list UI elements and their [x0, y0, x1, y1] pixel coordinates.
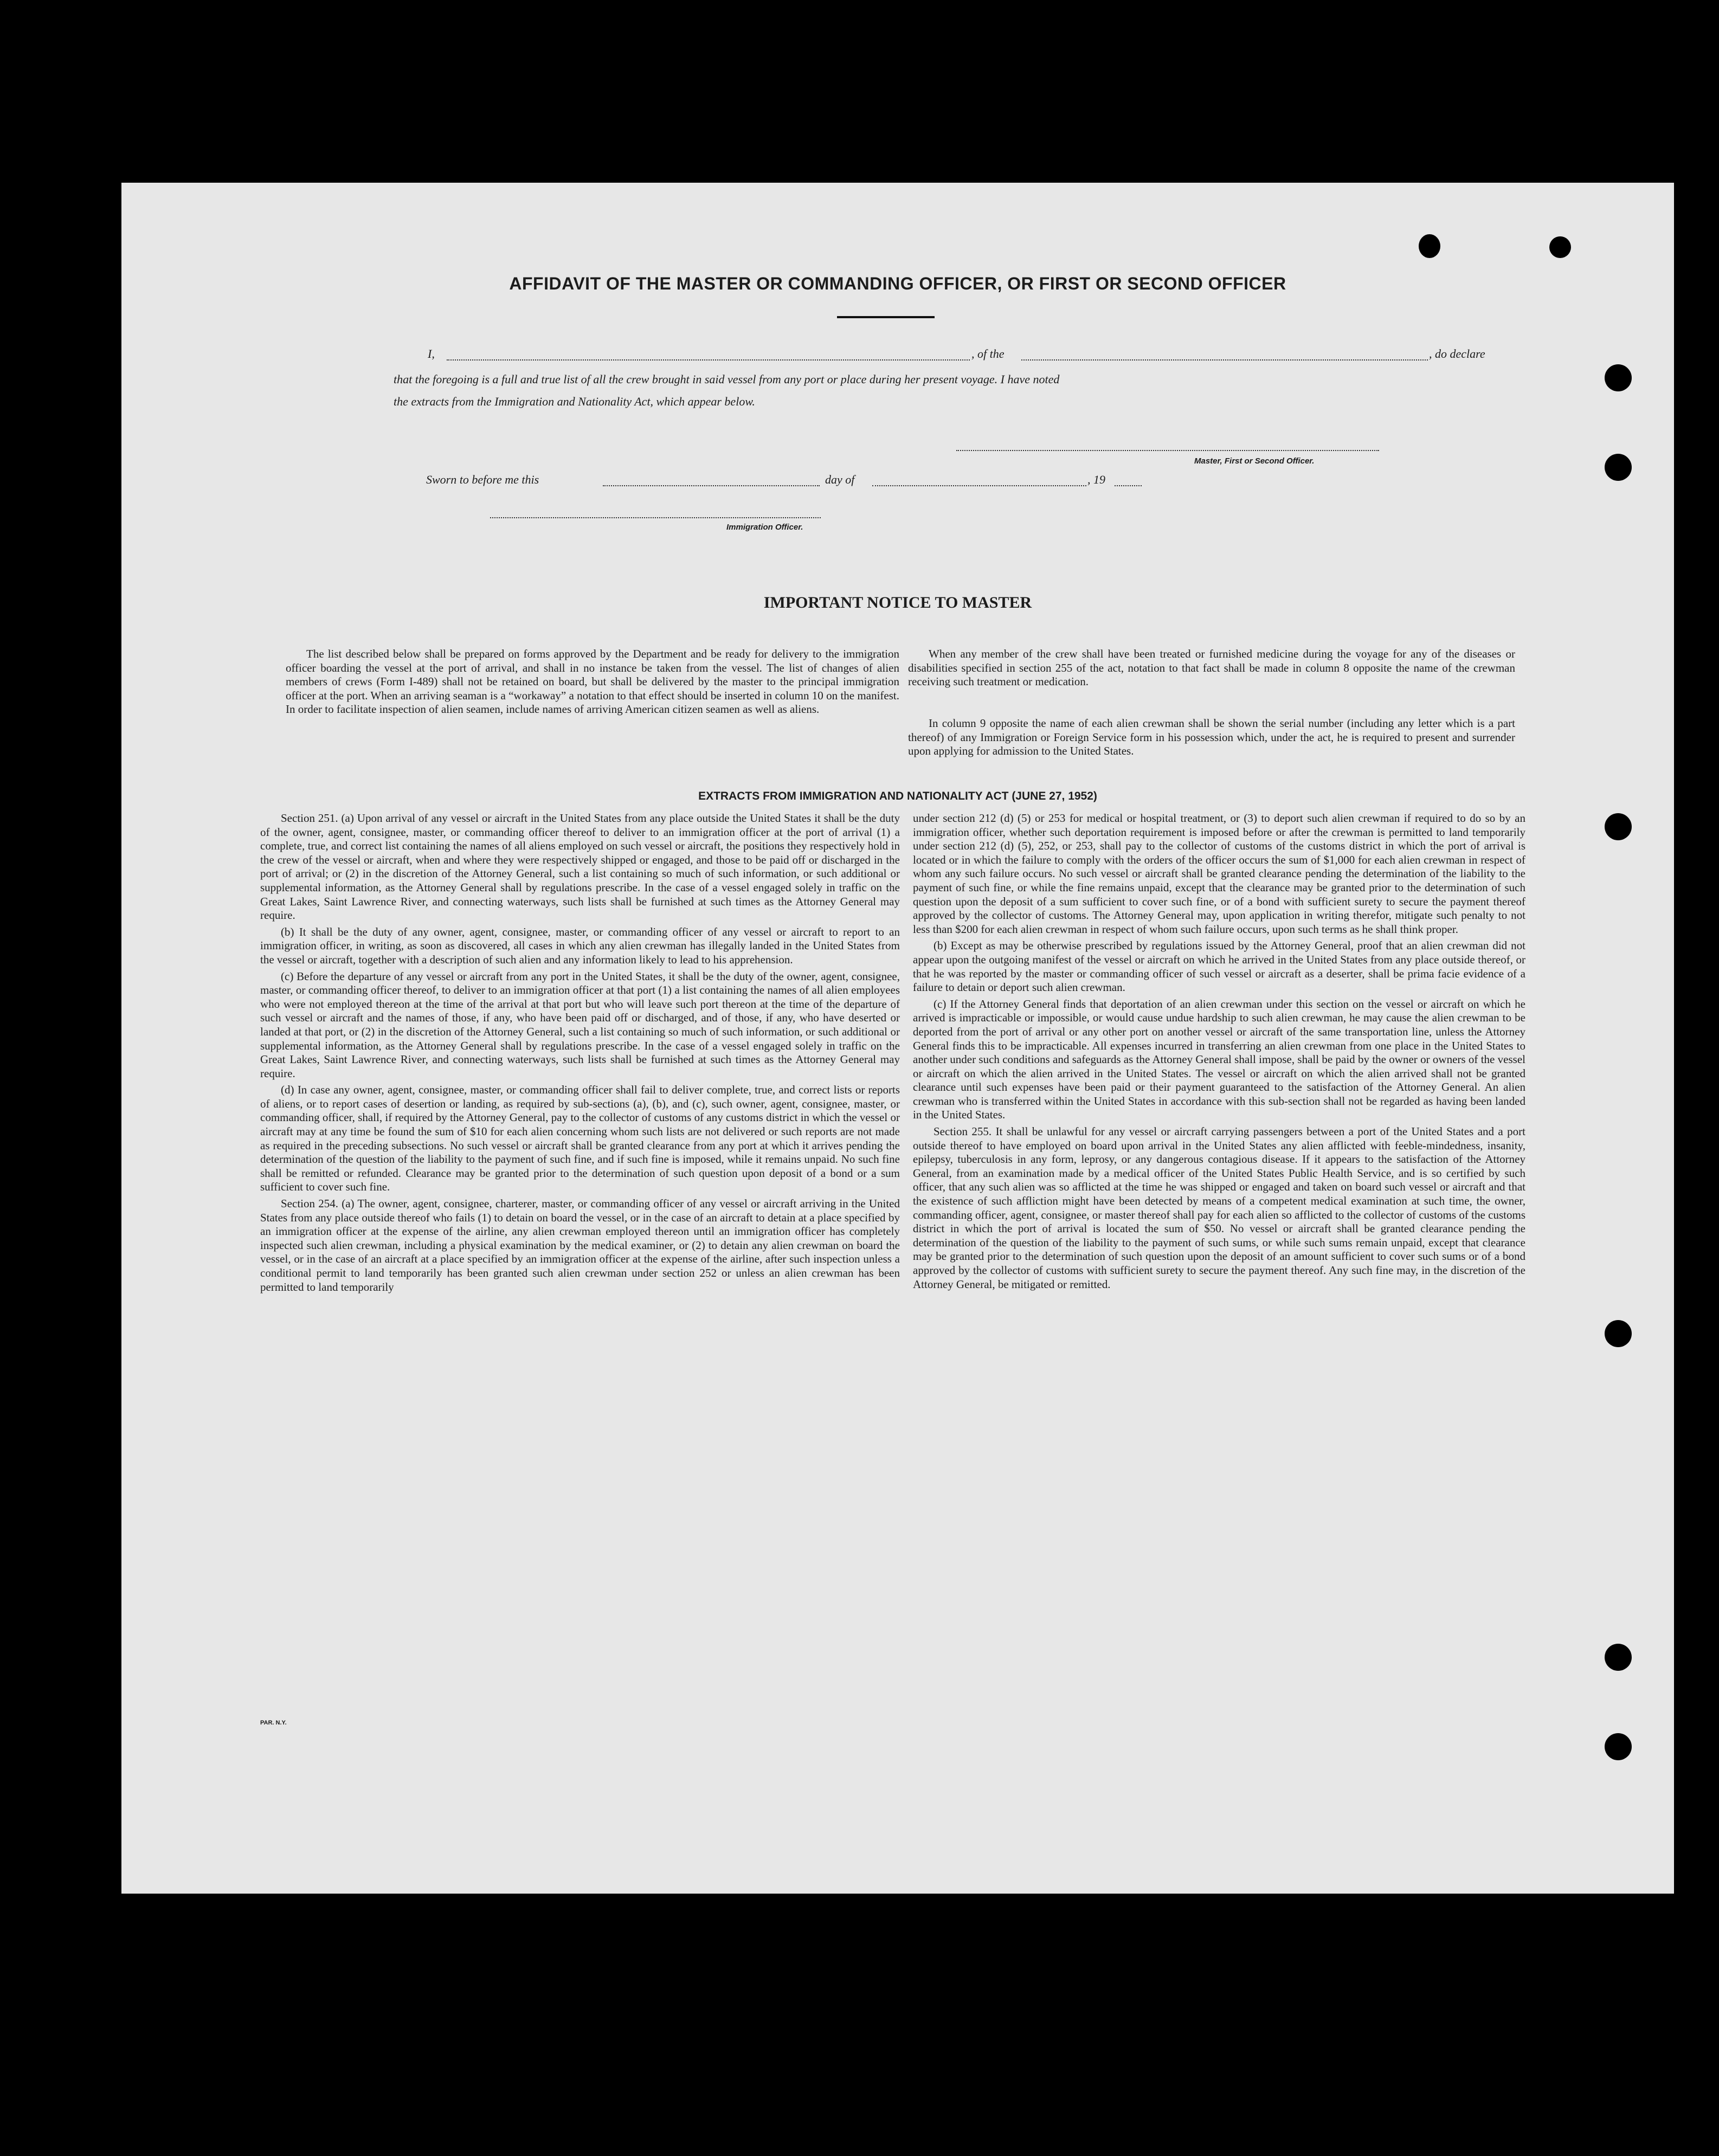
punch-hole	[1419, 234, 1440, 258]
sworn-label: Sworn to before me this	[426, 473, 539, 486]
punch-hole	[1605, 1644, 1632, 1671]
day-of-label: day of	[825, 473, 855, 486]
master-caption: Master, First or Second Officer.	[1194, 456, 1315, 466]
punch-hole	[1605, 1320, 1632, 1347]
section-255: Section 255. It shall be unlawful for any vessel or aircraft carrying passengers between a port of the United States and a port outside thereof to have employed on board upon arrival in the United States any alien afflicted with feeble-mindedness, insanity, epilepsy, tuberculosis in any form, leprosy, or any dangerous contagious disease. If it appears to the satisfaction of the Attorney General, from an examination made by a medical officer of the United States Public Health Service, and is so certified by such officer, that any such alien was so afflicted at the time he was shipped or engaged and taken on board such vessel or aircraft and that the existence of such affliction might have been detected by means of a competent medical examination at such time, the owner, commanding officer, agent, consignee, or master thereof shall pay for each alien so afflicted to the collector of customs of the customs district in which the port of arrival is located the sum of $50. No vessel or aircraft shall be granted clearance pending the determination of the question of the liability to the payment of such sums, or while such sums remain unpaid, except that clearance may be granted prior to the determination of such question upon the deposit of an amount sufficient to cover such sums or of a bond approved by the collector of customs with sufficient surety to secure the payment thereof. Any such fine may, in the discretion of the Attorney General, be mitigated or remitted.	[913, 1125, 1525, 1291]
notice-right-paragraph-2: In column 9 opposite the name of each alien crewman shall be shown the serial number (including any letter which is a part thereof) of any Immigration or Foreign Service form in his possession which, under the act, he is required to present and surrender upon applying for admission to the United States.	[908, 717, 1515, 758]
section-254-a: Section 254. (a) The owner, agent, consignee, charterer, master, or commanding officer of any vessel or aircraft arriving in the United States from any place outside thereof who fails (1) to detain on board the vessel, or in the case of an aircraft to detain at a place specified by an immigration officer at the expense of the airline, any alien crewman employed thereon until an immigration officer has completely inspected such alien crewman, including a physical examination by the medical examiner, or (2) to detain any alien crewman on board the vessel, or in the case of an aircraft at a place specified by an immigration officer at the expense of the airline, after such inspection unless a conditional permit to land temporarily has been granted such alien crewman under section 252 or unless an alien crewman has been permitted to land temporarily	[260, 1197, 900, 1293]
year-label: , 19	[1087, 473, 1105, 486]
extracts-right-column	[913, 812, 1525, 1294]
declarant-name-field[interactable]	[447, 359, 970, 361]
officer-caption: Immigration Officer.	[726, 523, 803, 532]
section-254-b: (b) Except as may be otherwise prescribed by regulations issued by the Attorney General, proof that an alien crewman did not appear upon the outgoing manifest of the vessel or aircraft on which he arrived in the United States from any place outside thereof, or that he was reported by the master or commanding officer of such vessel or aircraft as a deserter, shall be prima facie evidence of a failure to detain or deport such alien crewman.	[913, 939, 1525, 994]
punch-hole	[1605, 813, 1632, 840]
section-254-a-continued: under section 212 (d) (5) or 253 for medical or hospital treatment, or (3) to deport such alien crewman if required to do so by an immigration officer, whether such deportation requirement is imposed before or after the crewman is permitted to land temporarily under section 212 (d) (5), 252, or 253, shall pay to the collector of customs of the customs district in which the port of arrival is located or in which the failure to comply with the orders of the officer occurs the sum of $1,000 for each alien crewman in respect of whom any such failure occurs. No such vessel or aircraft shall be granted clearance pending the determination of the liability to the payment of such fine, or while the fine remains unpaid, except that the clearance may be granted prior to the determination of such question upon the deposit of a sum sufficient to cover such fine, or of a bond with sufficient surety to secure the payment thereof approved by the collector of customs. The Attorney General may, upon application in writing therefor, mitigate such penalty to not less than $200 for each alien crewman in respect of whom such failure occurs, upon such terms as he shall think proper.	[913, 812, 1525, 936]
section-251-a: Section 251. (a) Upon arrival of any vessel or aircraft in the United States from any place outside the United States it shall be the duty of the owner, agent, consignee, master, or commanding officer thereof to deliver to an immigration officer at the port of arrival (1) a complete, true, and correct list containing the names of all aliens employed on such vessel or aircraft, the positions they respectively hold in the crew of the vessel or aircraft, when and where they were respectively shipped or engaged, and those to be paid off or discharged in the port of arrival; or (2) in the discretion of the Attorney General, such a list containing so much of such information, or such additional or supplemental information, as the Attorney General shall by regulations prescribe. In the case of a vessel engaged solely in traffic on the Great Lakes, Saint Lawrence River, and connecting waterways, such lists shall be furnished at such times as the Attorney General may require.	[260, 812, 900, 922]
title-rule	[837, 316, 935, 318]
affidavit-title: AFFIDAVIT OF THE MASTER OR COMMANDING OFFICER, OR FIRST OR SECOND OFFICER	[509, 274, 1286, 293]
punch-hole	[1605, 454, 1632, 481]
sworn-day-field[interactable]	[603, 485, 820, 486]
affidavit-body-line-2: the extracts from the Immigration and Nationality Act, which appear below.	[394, 395, 755, 408]
section-251-c: (c) Before the departure of any vessel or aircraft from any port in the United States, it shall be the duty of the owner, agent, consignee, master, or commanding officer thereof, to deliver to an immigration officer at that port (1) a list containing the names of all alien employees who were not employed thereon at the time of the arrival at that port but who will leave such port thereon at the time of the departure of such vessel or aircraft and the names of those, if any, who have been paid off or discharged, and of those, if any, who have deserted or landed at that port, or (2) in the discretion of the Attorney General, such a list containing so much of such information, or such additional or supplemental information, as the Attorney General shall by regulations prescribe. In the case of a vessel engaged solely in traffic on the Great Lakes, Saint Lawrence River, and connecting waterways, such lists shall be furnished at such times as the Attorney General may require.	[260, 969, 900, 1080]
of-the-label: , of the	[971, 347, 1005, 361]
punch-hole	[1549, 236, 1571, 258]
section-254-c: (c) If the Attorney General finds that deportation of an alien crewman under this section on the vessel or aircraft on which he arrived is impracticable or impossible, or would cause undue hardship to such alien crewman, he may cause the alien crewman to be deported from the port of arrival or any other port on another vessel or aircraft of the same transportation line, unless the Attorney General finds this to be impracticable. All expenses incurred in transferring an alien crewman from one place in the United States to another under such conditions and safeguards as the Attorney General shall impose, shall be paid by the owner or owners of the vessel or aircraft on which the alien arrived in the United States. The vessel or aircraft on which the alien arrived shall not be granted clearance until such expenses have been paid or their payment guaranteed to the satisfaction of the Attorney General. An alien crewman who is transferred within the United States in accordance with this sub-section shall not be regarded as having been landed in the United States.	[913, 997, 1525, 1122]
sworn-month-field[interactable]	[872, 485, 1086, 486]
affidavit-body-line-1: that the foregoing is a full and true list of all the crew brought in said vessel from any port or place during her present voyage. I have noted	[394, 372, 1060, 386]
extracts-left-column	[260, 812, 900, 1297]
document-page	[121, 183, 1674, 1894]
printer-mark: PAR. N.Y.	[260, 1720, 287, 1726]
punch-hole	[1605, 364, 1632, 391]
section-251-d: (d) In case any owner, agent, consignee, master, or commanding officer shall fail to deliver complete, true, and correct lists or reports of aliens, or to report cases of desertion or landing, as required by sub-sections (a), (b), and (c), such owner, agent, consignee, master, or commanding officer, shall, if required by the Attorney General, pay to the collector of customs of any customs district in which the vessel or aircraft may at any time be found the sum of $10 for each alien concerning whom such lists are not delivered or such reports are not made as required in the preceding subsections. No such vessel or aircraft shall be granted clearance from any port at which it arrives pending the determination of the question of the liability to the payment of such fine, and if such fine is imposed, while it remains unpaid. No such fine shall be remitted or refunded. Clearance may be granted prior to the determination of such question upon deposit of a bond or a sum sufficient to cover such fine.	[260, 1083, 900, 1194]
i-label: I,	[428, 347, 435, 361]
notice-right-paragraph-1: When any member of the crew shall have been treated or furnished medicine during the voyage for any of the diseases or disabilities specified in section 255 of the act, notation to that fact shall be made in column 8 opposite the name of the crewman receiving such treatment or medication.	[908, 647, 1515, 688]
punch-hole	[1605, 1733, 1632, 1760]
do-declare-label: , do declare	[1429, 347, 1485, 361]
notice-left-paragraph: The list described below shall be prepared on forms approved by the Department and be ready for delivery to the immigration officer boarding the vessel at the port of arrival, and shall in no instance be taken from the vessel. The list of changes of alien members of crews (Form I-489) shall not be retained on board, but shall be delivered by the master to the principal immigration officer at the port. When an arriving seaman is a “workaway” a notation to that effect should be inserted in column 10 on the manifest. In order to facilitate inspection of alien seamen, include names of arriving American citizen seamen as well as aliens.	[286, 647, 899, 716]
sworn-year-field[interactable]	[1115, 485, 1142, 486]
master-signature-field[interactable]	[956, 450, 1379, 451]
extracts-title: EXTRACTS FROM IMMIGRATION AND NATIONALITY ACT (JUNE 27, 1952)	[698, 790, 1097, 802]
section-251-b: (b) It shall be the duty of any owner, agent, consignee, master, or commanding officer of any vessel or aircraft to report to an immigration officer, in writing, as soon as discovered, all cases in which any alien crewman has illegally landed in the United States from the vessel or aircraft, together with a description of such alien and any information likely to lead to his apprehension.	[260, 925, 900, 966]
vessel-name-field[interactable]	[1021, 359, 1428, 361]
notice-title: IMPORTANT NOTICE TO MASTER	[763, 594, 1032, 612]
officer-signature-field[interactable]	[490, 517, 821, 518]
